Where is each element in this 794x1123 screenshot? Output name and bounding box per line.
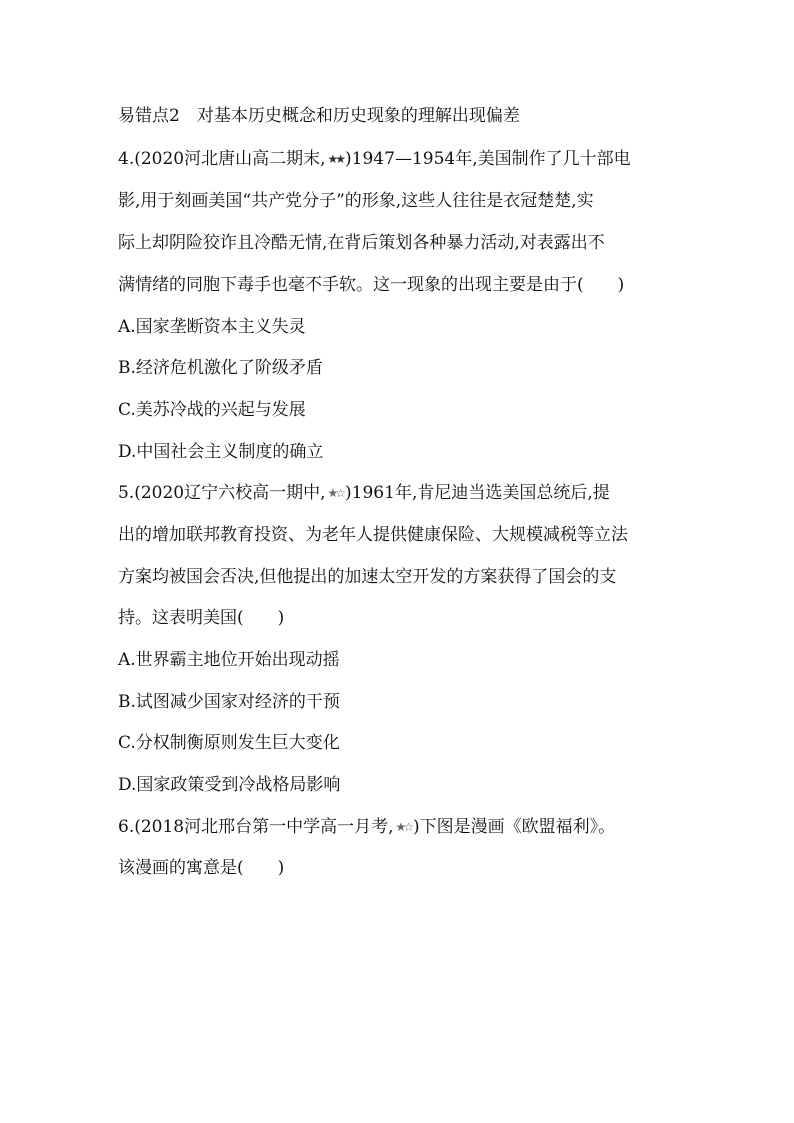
- q6-line-2: 该漫画的寓意是( ): [118, 858, 285, 878]
- q5-option-d: D.国家政策受到冷战格局影响: [118, 775, 341, 795]
- q4-line-3: 际上却阴险狡诈且冷酷无情,在背后策划各种暴力活动,对表露出不: [118, 233, 605, 253]
- q4-line-4: 满情绪的同胞下毒手也毫不手软。这一现象的出现主要是由于( ): [118, 275, 625, 295]
- q6-text: )下图是漫画《欧盟福利》。: [413, 817, 616, 837]
- q5-line-3: 方案均被国会否决,但他提出的加速太空开发的方案获得了国会的支: [118, 567, 617, 587]
- q5-text: )1961年,肯尼迪当选美国总统后,提: [345, 483, 610, 503]
- q4-option-b: B.经济危机激化了阶级矛盾: [118, 358, 323, 378]
- q5-option-a: A.世界霸主地位开始出现动摇: [118, 650, 340, 670]
- q5-line-4: 持。这表明美国( ): [118, 608, 285, 628]
- q5-source: 5.(2020辽宁六校高一期中,: [118, 483, 326, 503]
- q5-line-2: 出的增加联邦教育投资、为老年人提供健康保险、大规模减税等立法: [118, 525, 628, 545]
- q4-line-2: 影,用于刻画美国“共产党分子”的形象,这些人往往是衣冠楚楚,实: [118, 191, 594, 211]
- q6-line-1: [118, 815, 615, 839]
- q6-source: 6.(2018河北邢台第一中学高一月考,: [118, 817, 394, 837]
- q4-option-a: A.国家垄断资本主义失灵: [118, 317, 306, 337]
- q5-line-1: [118, 481, 610, 505]
- q4-option-c: C.美苏冷战的兴起与发展: [118, 400, 306, 420]
- q4-line-1: [118, 147, 631, 171]
- star-rating-icon: ★☆: [395, 820, 412, 834]
- q5-option-c: C.分权制衡原则发生巨大变化: [118, 733, 340, 753]
- star-rating-icon: ★☆: [327, 486, 344, 500]
- q4-option-d: D.中国社会主义制度的确立: [118, 442, 324, 462]
- q4-source: 4.(2020河北唐山高二期末,: [118, 149, 326, 169]
- section-title: 易错点2 对基本历史概念和历史现象的理解出现偏差: [118, 106, 520, 126]
- q5-option-b: B.试图减少国家对经济的干预: [118, 692, 340, 712]
- star-rating-icon: ★★: [327, 152, 344, 166]
- q4-text: )1947—1954年,美国制作了几十部电: [345, 149, 631, 169]
